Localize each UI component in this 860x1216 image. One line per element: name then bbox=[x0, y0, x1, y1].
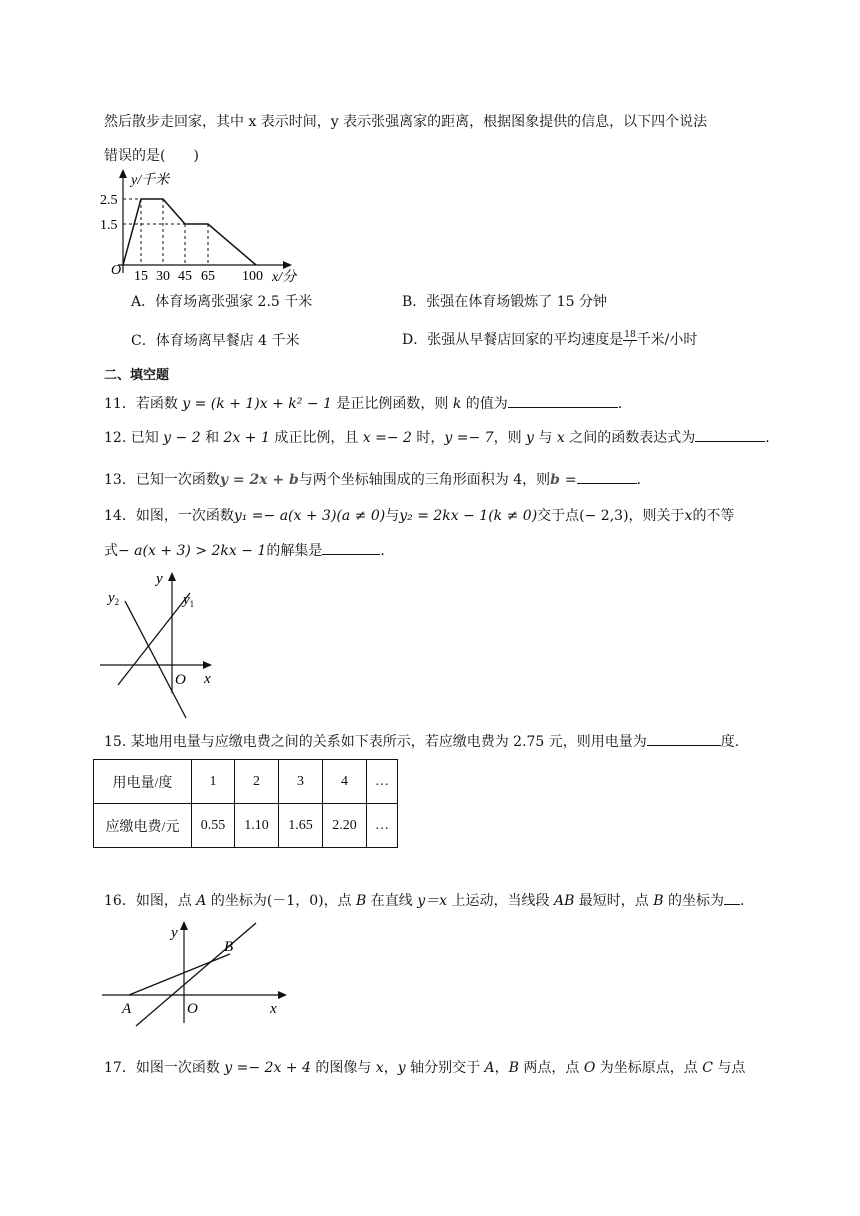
table-cell: 3 bbox=[279, 760, 323, 804]
q14-line2: 式− a(x + 3) > 2kx − 1的解集是 . bbox=[104, 540, 385, 561]
fraction-18-7: $\frac{18}{7}$ bbox=[624, 329, 636, 350]
point-a-label: A bbox=[122, 1001, 132, 1017]
table-cell: … bbox=[367, 760, 398, 804]
x-axis-arrow bbox=[278, 991, 287, 999]
table-cell: 2.20 bbox=[323, 804, 367, 848]
table-cell: 1.65 bbox=[279, 804, 323, 848]
origin-label: O bbox=[175, 672, 186, 688]
table-cell: 用电量/度 bbox=[94, 760, 192, 804]
q10-line1: 然后散步走回家，其中 x 表示时间，y 表示张强离家的距离，根据图象提供的信息，以下四个说法 bbox=[104, 114, 708, 130]
q10-distance-time-graph bbox=[100, 168, 315, 286]
option-c: C．体育场离早餐店 4 千米 bbox=[131, 333, 300, 349]
y-axis-label: y bbox=[171, 925, 178, 941]
q15: 15. 某地用电量与应缴电费之间的关系如下表所示，若应缴电费为 2.75 元，则用电量为 度. bbox=[104, 731, 739, 752]
x-tick-30: 30 bbox=[156, 269, 170, 284]
q12: 12. 已知 y − 2 和 2x + 1 成正比例，且 x =− 2 时，y =− 7，则 y 与 x 之间的函数表达式为 . bbox=[104, 427, 770, 448]
q12-answer-blank bbox=[695, 427, 765, 442]
q16-graph bbox=[100, 918, 295, 1028]
table-cell: 应缴电费/元 bbox=[94, 804, 192, 848]
option-a: A．体育场离张强家 2.5 千米 bbox=[131, 294, 313, 310]
electricity-fee-table bbox=[93, 759, 398, 848]
table-cell: 4 bbox=[323, 760, 367, 804]
q13-b-image: b = bbox=[550, 472, 577, 488]
origin-label: O bbox=[111, 263, 122, 278]
q13-answer-blank bbox=[577, 469, 637, 484]
q14-line1: 14．如图，一次函数y₁ =− a(x + 3)(a ≠ 0)与y₂ = 2kx − 1(k ≠ 0)交于点(− 2,3)，则关于x的不等 bbox=[104, 508, 735, 524]
x-axis-arrow bbox=[203, 661, 212, 669]
y-tick-2-5: 2.5 bbox=[100, 193, 118, 208]
x-axis-arrow bbox=[283, 261, 292, 269]
table-cell: 1 bbox=[192, 760, 235, 804]
q16-answer-blank bbox=[724, 890, 740, 905]
y-axis-arrow bbox=[180, 921, 188, 930]
y-axis-label: y/千米 bbox=[131, 173, 170, 188]
table-cell: 1.10 bbox=[235, 804, 279, 848]
q13: 13．已知一次函数y = 2x + b与两个坐标轴围成的三角形面积为 4，则b = . bbox=[104, 469, 641, 490]
origin-label: O bbox=[187, 1001, 198, 1017]
line-y2 bbox=[125, 601, 186, 718]
x-tick-65: 65 bbox=[201, 269, 215, 284]
table-cell: … bbox=[367, 804, 398, 848]
x-axis-label: x bbox=[204, 671, 211, 687]
x-tick-45: 45 bbox=[178, 269, 192, 284]
x-axis-label: x bbox=[270, 1001, 277, 1017]
table-cell: 2 bbox=[235, 760, 279, 804]
table-cell: 0.55 bbox=[192, 804, 235, 848]
y2-label: $y_2$ bbox=[108, 590, 120, 607]
point-b-label: B bbox=[224, 939, 234, 955]
y-axis-label: y bbox=[156, 571, 163, 587]
distance-curve bbox=[123, 199, 256, 265]
x-axis-label: x/分 bbox=[272, 270, 297, 285]
y-tick-1-5: 1.5 bbox=[100, 218, 118, 233]
q11: 11．若函数 y = (k + 1)x + k² − 1 是正比例函数，则 k 的值为 . bbox=[104, 393, 622, 414]
q10-line2: 错误的是( ) bbox=[104, 148, 199, 164]
q17: 17．如图一次函数 y =− 2x + 4 的图像与 x，y 轴分别交于 A，B 两点，点 O 为坐标原点，点 C 与点 bbox=[104, 1060, 746, 1076]
x-tick-15: 15 bbox=[134, 269, 148, 284]
y1-label: $y_1$ bbox=[183, 592, 195, 609]
table-row bbox=[94, 760, 398, 804]
option-b: B．张强在体育场锻炼了 15 分钟 bbox=[402, 294, 608, 310]
section-fill-in-blank-heading: 二、填空题 bbox=[104, 368, 170, 383]
q15-answer-blank bbox=[647, 731, 721, 746]
q11-answer-blank bbox=[508, 393, 618, 408]
q14-answer-blank bbox=[322, 540, 380, 555]
table-row bbox=[94, 804, 398, 848]
y-axis-arrow bbox=[168, 572, 176, 581]
option-d: D．张强从早餐店回家的平均速度是 $\frac{18}{7}$ 千米/小时 bbox=[402, 329, 698, 350]
q16: 16．如图，点 A 的坐标为(－1，0)，点 B 在直线 y＝x 上运动，当线段 AB 最短时，点 B 的坐标为 . bbox=[104, 890, 744, 911]
q14-graph bbox=[100, 568, 225, 723]
x-tick-100: 100 bbox=[242, 269, 263, 284]
y-axis-arrow bbox=[119, 169, 127, 178]
q13-equation-image: y = 2x + b bbox=[219, 472, 299, 488]
